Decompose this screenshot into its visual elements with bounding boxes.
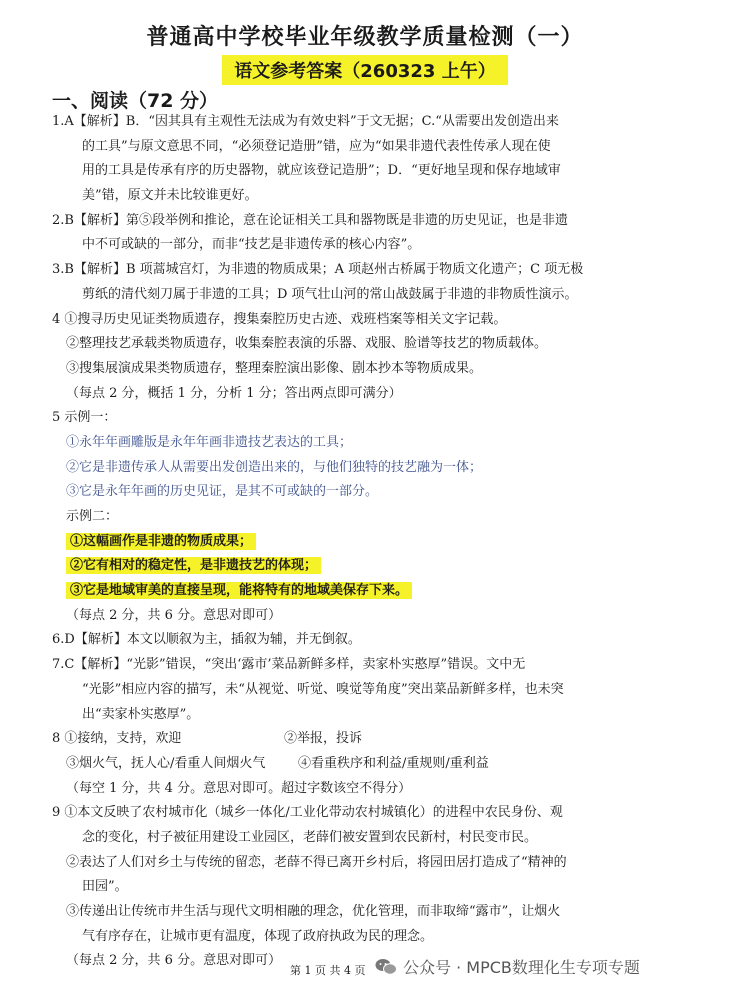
answer-line: 4 ①搜寻历史见证类物质遗存，搜集秦腔历史古迹、戏班档案等相关文字记载。 xyxy=(52,311,507,327)
highlighted-text: ①这幅画作是非遗的物质成果； xyxy=(66,533,256,550)
answer-line: （每点 2 分，概括 1 分，分析 1 分；答出两点即可满分） xyxy=(66,385,402,401)
highlighted-line xyxy=(46,530,706,555)
answer-line: 田园”。 xyxy=(82,879,128,895)
answer-line: （每空 1 分，共 4 分。意思对即可。超过字数该空不得分） xyxy=(66,780,412,796)
answer-line: 3.B【解析】B 项蒿城宫灯，为非遗的物质成果；A 项赵州古桥属于物质文化遗产；C 项无极 xyxy=(52,262,584,278)
section-heading: 一、阅读（72 分） xyxy=(52,90,219,112)
answer-cell: ③烟火气，抚人心/看重人间烟火气 xyxy=(66,755,266,771)
highlighted-text: ③它是地域审美的直接呈现，能将特有的地域美保存下来。 xyxy=(66,582,412,599)
answer-line: 用的工具是传承有序的历史器物，就应该登记造册”；D．“更好地呈现和保存地域审 xyxy=(82,163,561,179)
page-subtitle: 语文参考答案（260323 上午） xyxy=(222,55,507,85)
answer-line: 9 ①本文反映了农村城市化（城乡一体化/工业化带动农村城镇化）的进程中农民身份、观 xyxy=(52,805,563,821)
answer-line: “光影”相应内容的描写，未“从视觉、听觉、嗅觉等角度”突出菜品新鲜多样，也未突 xyxy=(82,681,564,697)
answer-line: ③它是永年年画的历史见证，是其不可或缺的一部分。 xyxy=(66,484,379,500)
highlighted-line xyxy=(46,579,706,604)
answer-line: 的工具”与原文意思不同，“必须登记造册”错，应为“如果非遗代表性传承人现在使 xyxy=(82,138,551,154)
answer-line: 示例二： xyxy=(66,509,119,524)
answer-line: 1.A【解析】B．“因其具有主观性无法成为有效史料”于文无据；C.“从需要出发创造出来 xyxy=(52,114,559,129)
highlighted-line xyxy=(46,554,706,579)
answer-cell: ②举报，投诉 xyxy=(284,731,363,747)
answer-line: 中不可或缺的一部分，而非“技艺是非遗传承的核心内容”。 xyxy=(82,237,421,253)
answer-line: 2.B【解析】第⑤段举例和推论，意在论证相关工具和器物既是非遗的历史见证，也是非遗 xyxy=(52,212,568,228)
watermark-text: 公众号 · MPCB数理化生专项专题 xyxy=(403,958,640,977)
subtitle-wrap xyxy=(0,55,730,85)
answer-line: （每点 2 分，共 6 分。意思对即可） xyxy=(66,607,282,623)
answer-line: ③传递出让传统市井生活与现代文明相融的理念，优化管理，而非取缔“露市”，让烟火 xyxy=(66,904,561,919)
answer-content xyxy=(46,110,706,974)
wechat-icon xyxy=(375,958,397,976)
page-number: 第 1 页 共 4 页 xyxy=(290,964,366,977)
answer-row xyxy=(46,752,706,777)
answer-line: 出“卖家朴实憨厚”。 xyxy=(82,706,200,722)
answer-line: 剪纸的清代刻刀属于非遗的工具；D 项气壮山河的常山战鼓属于非遗的非物质性演示。 xyxy=(82,286,578,302)
watermark xyxy=(375,955,640,978)
answer-line: ②整理技艺承载类物质遗存，收集秦腔表演的乐器、戏服、脸谱等技艺的物质载体。 xyxy=(66,336,548,352)
answer-line: 7.C【解析】“光影”错误，“突出‘露市’菜品新鲜多样，卖家朴实憨厚”错误。文中无 xyxy=(52,657,526,673)
answer-line: ③搜集展演成果类物质遗存，整理秦腔演出影像、剧本抄本等物质成果。 xyxy=(66,360,483,376)
answer-cell: 8 ①接纳，支持，欢迎 xyxy=(52,731,182,747)
answer-line: ②它是非遗传承人从需要出发创造出来的，与他们独特的技艺融为一体； xyxy=(66,459,483,475)
answer-line: 5 示例一： xyxy=(52,410,117,426)
answer-line: 气有序存在，让城市更有温度，体现了政府执政为民的理念。 xyxy=(82,928,434,944)
page-title: 普通高中学校毕业年级教学质量检测（一） xyxy=(146,25,584,50)
answer-cell: ④看重秩序和利益/重规则/重利益 xyxy=(298,755,489,771)
answer-line: ②表达了人们对乡土与传统的留恋，老薛不得已离开乡村后，将园田居打造成了“精神的 xyxy=(66,854,567,870)
answer-line: ①永年年画雕版是永年年画非遗技艺表达的工具； xyxy=(66,434,353,450)
answer-line: （每点 2 分，共 6 分。意思对即可） xyxy=(66,953,282,969)
answer-row xyxy=(46,727,706,752)
answer-line: 美”错，原文并未比较谁更好。 xyxy=(82,188,258,204)
answer-line: 念的变化，村子被征用建设工业园区，老薛们被安置到农民新村，村民变市民。 xyxy=(82,829,538,845)
highlighted-text: ②它有相对的稳定性，是非遗技艺的体现； xyxy=(66,557,321,574)
answer-line: 6.D【解析】本文以顺叙为主，插叙为辅，并无倒叙。 xyxy=(52,632,361,648)
